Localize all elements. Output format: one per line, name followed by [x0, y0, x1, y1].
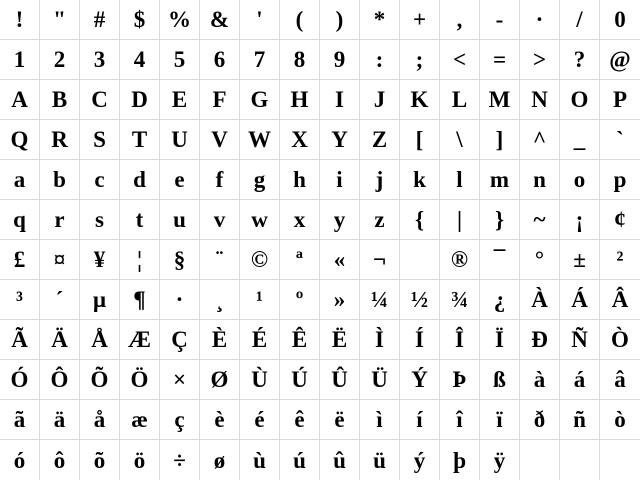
glyph-cell[interactable]: ñ [560, 400, 600, 440]
glyph-cell[interactable]: k [400, 160, 440, 200]
glyph-cell[interactable]: õ [80, 440, 120, 480]
glyph-cell[interactable]: D [120, 80, 160, 120]
glyph-cell[interactable]: ¢ [600, 200, 640, 240]
glyph-cell[interactable]: 8 [280, 40, 320, 80]
glyph-cell[interactable]: X [280, 120, 320, 160]
glyph-cell[interactable]: © [240, 240, 280, 280]
glyph-cell[interactable] [600, 440, 640, 480]
glyph-cell[interactable]: ý [400, 440, 440, 480]
glyph-cell[interactable]: ó [0, 440, 40, 480]
glyph-cell[interactable]: { [400, 200, 440, 240]
glyph-cell[interactable]: | [440, 200, 480, 240]
glyph-cell[interactable]: g [240, 160, 280, 200]
glyph-cell[interactable]: @ [600, 40, 640, 80]
glyph-cell[interactable]: ± [560, 240, 600, 280]
glyph-cell[interactable]: Ø [200, 360, 240, 400]
glyph-cell[interactable]: Ô [40, 360, 80, 400]
glyph-cell[interactable]: ¤ [40, 240, 80, 280]
glyph-cell[interactable]: û [320, 440, 360, 480]
glyph-cell[interactable]: , [440, 0, 480, 40]
glyph-cell[interactable]: 4 [120, 40, 160, 80]
glyph-cell[interactable]: N [520, 80, 560, 120]
glyph-cell[interactable]: x [280, 200, 320, 240]
glyph-cell[interactable]: ¬ [360, 240, 400, 280]
glyph-cell[interactable]: > [520, 40, 560, 80]
glyph-cell[interactable]: Ä [40, 320, 80, 360]
glyph-cell[interactable]: ¦ [120, 240, 160, 280]
glyph-cell[interactable]: ¿ [480, 280, 520, 320]
glyph-cell[interactable]: Á [560, 280, 600, 320]
glyph-cell[interactable]: ¯ [480, 240, 520, 280]
glyph-cell[interactable]: Ù [240, 360, 280, 400]
glyph-cell[interactable]: ½ [400, 280, 440, 320]
glyph-cell[interactable]: / [560, 0, 600, 40]
glyph-cell[interactable]: Ò [600, 320, 640, 360]
glyph-cell[interactable]: ï [480, 400, 520, 440]
glyph-cell[interactable]: Ã [0, 320, 40, 360]
glyph-cell[interactable]: u [160, 200, 200, 240]
glyph-cell[interactable]: µ [80, 280, 120, 320]
glyph-cell[interactable]: Ï [480, 320, 520, 360]
glyph-cell[interactable]: Ì [360, 320, 400, 360]
glyph-cell[interactable]: j [360, 160, 400, 200]
glyph-cell[interactable]: ë [320, 400, 360, 440]
glyph-cell[interactable]: Ç [160, 320, 200, 360]
glyph-cell[interactable]: n [520, 160, 560, 200]
glyph-cell[interactable]: Ü [360, 360, 400, 400]
glyph-cell[interactable]: L [440, 80, 480, 120]
glyph-cell[interactable]: r [40, 200, 80, 240]
glyph-cell[interactable]: - [480, 0, 520, 40]
glyph-cell[interactable]: í [400, 400, 440, 440]
glyph-cell[interactable]: p [600, 160, 640, 200]
glyph-cell[interactable]: ~ [520, 200, 560, 240]
glyph-cell[interactable]: Û [320, 360, 360, 400]
glyph-cell[interactable]: ã [0, 400, 40, 440]
glyph-cell[interactable]: ç [160, 400, 200, 440]
glyph-cell[interactable]: + [400, 0, 440, 40]
glyph-cell[interactable]: H [280, 80, 320, 120]
glyph-cell[interactable]: \ [440, 120, 480, 160]
glyph-cell[interactable]: é [240, 400, 280, 440]
glyph-cell[interactable]: T [120, 120, 160, 160]
glyph-cell[interactable]: G [240, 80, 280, 120]
glyph-cell[interactable]: × [160, 360, 200, 400]
glyph-cell[interactable]: ´ [40, 280, 80, 320]
glyph-cell[interactable]: P [600, 80, 640, 120]
glyph-cell[interactable]: ê [280, 400, 320, 440]
glyph-cell[interactable]: e [160, 160, 200, 200]
glyph-cell[interactable]: ] [480, 120, 520, 160]
glyph-cell[interactable]: U [160, 120, 200, 160]
glyph-cell[interactable]: å [80, 400, 120, 440]
glyph-cell[interactable]: Ý [400, 360, 440, 400]
glyph-cell[interactable] [560, 440, 600, 480]
glyph-cell[interactable]: 7 [240, 40, 280, 80]
glyph-cell[interactable]: w [240, 200, 280, 240]
glyph-cell[interactable]: ä [40, 400, 80, 440]
glyph-cell[interactable]: ; [400, 40, 440, 80]
glyph-cell[interactable]: A [0, 80, 40, 120]
glyph-cell[interactable]: ? [560, 40, 600, 80]
glyph-cell[interactable]: ( [280, 0, 320, 40]
glyph-cell[interactable]: ¹ [240, 280, 280, 320]
glyph-cell[interactable]: ¨ [200, 240, 240, 280]
glyph-cell[interactable]: ¸ [200, 280, 240, 320]
glyph-cell[interactable]: Þ [440, 360, 480, 400]
glyph-cell[interactable]: F [200, 80, 240, 120]
glyph-cell[interactable]: ³ [0, 280, 40, 320]
glyph-cell[interactable]: ÿ [480, 440, 520, 480]
glyph-cell[interactable]: · [520, 0, 560, 40]
glyph-cell[interactable]: £ [0, 240, 40, 280]
glyph-cell[interactable]: = [480, 40, 520, 80]
glyph-cell[interactable]: Ó [0, 360, 40, 400]
glyph-cell[interactable]: c [80, 160, 120, 200]
glyph-cell[interactable]: _ [560, 120, 600, 160]
glyph-cell[interactable]: ! [0, 0, 40, 40]
glyph-cell[interactable]: Í [400, 320, 440, 360]
glyph-cell[interactable]: ® [440, 240, 480, 280]
glyph-cell[interactable] [400, 240, 440, 280]
glyph-cell[interactable]: & [200, 0, 240, 40]
glyph-cell[interactable]: % [160, 0, 200, 40]
glyph-cell[interactable]: h [280, 160, 320, 200]
glyph-cell[interactable]: À [520, 280, 560, 320]
glyph-cell[interactable]: B [40, 80, 80, 120]
glyph-cell[interactable]: y [320, 200, 360, 240]
glyph-cell[interactable]: 2 [40, 40, 80, 80]
glyph-cell[interactable]: d [120, 160, 160, 200]
glyph-cell[interactable]: i [320, 160, 360, 200]
glyph-cell[interactable]: ö [120, 440, 160, 480]
glyph-cell[interactable]: [ [400, 120, 440, 160]
glyph-cell[interactable]: $ [120, 0, 160, 40]
glyph-cell[interactable]: ß [480, 360, 520, 400]
glyph-cell[interactable]: R [40, 120, 80, 160]
glyph-cell[interactable]: a [0, 160, 40, 200]
glyph-cell[interactable]: < [440, 40, 480, 80]
glyph-cell[interactable]: * [360, 0, 400, 40]
glyph-cell[interactable]: ð [520, 400, 560, 440]
glyph-cell[interactable]: Õ [80, 360, 120, 400]
glyph-cell[interactable]: ` [600, 120, 640, 160]
glyph-cell[interactable]: V [200, 120, 240, 160]
glyph-cell[interactable]: ô [40, 440, 80, 480]
glyph-cell[interactable]: ¥ [80, 240, 120, 280]
glyph-cell[interactable]: W [240, 120, 280, 160]
glyph-cell[interactable]: Q [0, 120, 40, 160]
glyph-cell[interactable]: v [200, 200, 240, 240]
glyph-cell[interactable]: : [360, 40, 400, 80]
glyph-cell[interactable]: I [320, 80, 360, 120]
glyph-cell[interactable]: o [560, 160, 600, 200]
glyph-cell[interactable]: ò [600, 400, 640, 440]
glyph-cell[interactable]: á [560, 360, 600, 400]
glyph-cell[interactable]: 0 [600, 0, 640, 40]
glyph-cell[interactable]: Ú [280, 360, 320, 400]
glyph-cell[interactable]: « [320, 240, 360, 280]
glyph-cell[interactable]: ¶ [120, 280, 160, 320]
glyph-cell[interactable]: Ê [280, 320, 320, 360]
glyph-cell[interactable]: þ [440, 440, 480, 480]
glyph-cell[interactable]: È [200, 320, 240, 360]
glyph-cell[interactable]: É [240, 320, 280, 360]
glyph-cell[interactable]: E [160, 80, 200, 120]
glyph-cell[interactable]: Â [600, 280, 640, 320]
glyph-cell[interactable]: S [80, 120, 120, 160]
glyph-cell[interactable]: b [40, 160, 80, 200]
glyph-cell[interactable]: C [80, 80, 120, 120]
glyph-cell[interactable]: 6 [200, 40, 240, 80]
glyph-cell[interactable]: § [160, 240, 200, 280]
glyph-cell[interactable]: M [480, 80, 520, 120]
glyph-cell[interactable]: 1 [0, 40, 40, 80]
glyph-cell[interactable]: ü [360, 440, 400, 480]
glyph-cell[interactable]: Y [320, 120, 360, 160]
glyph-cell[interactable]: } [480, 200, 520, 240]
glyph-cell[interactable]: Ñ [560, 320, 600, 360]
glyph-cell[interactable] [520, 440, 560, 480]
glyph-cell[interactable]: 3 [80, 40, 120, 80]
glyph-cell[interactable]: ¾ [440, 280, 480, 320]
glyph-cell[interactable]: Î [440, 320, 480, 360]
glyph-cell[interactable]: ú [280, 440, 320, 480]
glyph-cell[interactable]: Ö [120, 360, 160, 400]
glyph-cell[interactable]: » [320, 280, 360, 320]
glyph-cell[interactable]: Å [80, 320, 120, 360]
glyph-cell[interactable]: m [480, 160, 520, 200]
glyph-cell[interactable]: Æ [120, 320, 160, 360]
glyph-cell[interactable]: ù [240, 440, 280, 480]
glyph-cell[interactable]: ² [600, 240, 640, 280]
glyph-cell[interactable]: ì [360, 400, 400, 440]
glyph-cell[interactable]: ^ [520, 120, 560, 160]
glyph-cell[interactable]: f [200, 160, 240, 200]
glyph-cell[interactable]: q [0, 200, 40, 240]
glyph-cell[interactable]: t [120, 200, 160, 240]
glyph-cell[interactable]: ª [280, 240, 320, 280]
glyph-cell[interactable]: J [360, 80, 400, 120]
glyph-cell[interactable]: O [560, 80, 600, 120]
glyph-cell[interactable]: z [360, 200, 400, 240]
glyph-cell[interactable]: l [440, 160, 480, 200]
glyph-cell[interactable]: à [520, 360, 560, 400]
glyph-cell[interactable]: è [200, 400, 240, 440]
glyph-cell[interactable]: î [440, 400, 480, 440]
glyph-cell[interactable]: æ [120, 400, 160, 440]
glyph-cell[interactable]: ¡ [560, 200, 600, 240]
glyph-cell[interactable]: ÷ [160, 440, 200, 480]
glyph-cell[interactable]: K [400, 80, 440, 120]
glyph-cell[interactable]: º [280, 280, 320, 320]
glyph-cell[interactable]: # [80, 0, 120, 40]
glyph-cell[interactable]: ° [520, 240, 560, 280]
glyph-cell[interactable]: ¼ [360, 280, 400, 320]
glyph-cell[interactable]: â [600, 360, 640, 400]
glyph-cell[interactable]: Z [360, 120, 400, 160]
glyph-cell[interactable]: ø [200, 440, 240, 480]
glyph-cell[interactable]: 5 [160, 40, 200, 80]
glyph-cell[interactable]: Ë [320, 320, 360, 360]
glyph-cell[interactable]: 9 [320, 40, 360, 80]
glyph-cell[interactable]: · [160, 280, 200, 320]
glyph-cell[interactable]: " [40, 0, 80, 40]
glyph-cell[interactable]: ) [320, 0, 360, 40]
glyph-cell[interactable]: s [80, 200, 120, 240]
glyph-cell[interactable]: ' [240, 0, 280, 40]
glyph-cell[interactable]: Ð [520, 320, 560, 360]
